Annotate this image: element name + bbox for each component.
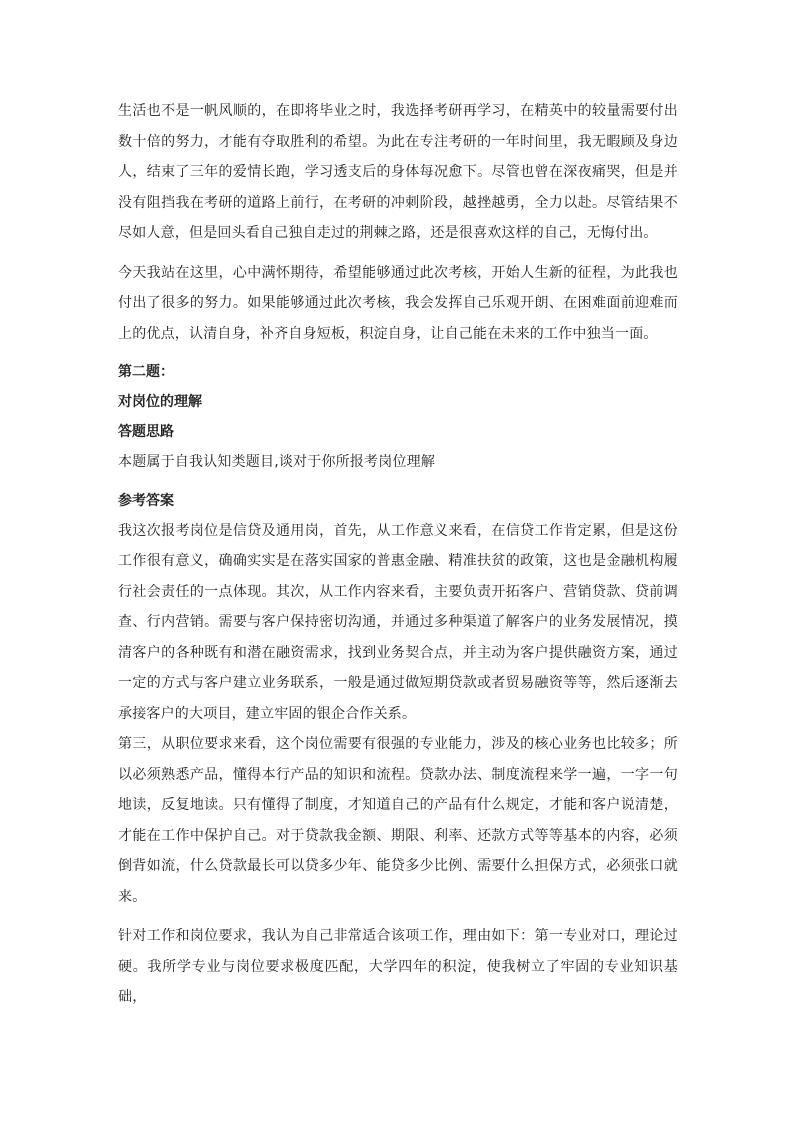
paragraph-1: 生活也不是一帆风顺的，在即将毕业之时，我选择考研再学习，在精英中的较量需要付出数十倍的努力，才能有夺取胜利的希望。为此在专注考研的一年时间里，我无暇顾及身边人，结束了三年的爱情长跑，学习透支后的身体每况愈下。尽管也曾在深夜痛哭，但是并没有阻挡我在考研的道路上前行，在考研的冲刺阶段，越挫越勇，全力以赴。尽管结果不尽如人意，但是回头看自己独自走过的荆棘之路，还是很喜欢这样的自己，无悔付出。 bbox=[118, 103, 678, 241]
paragraph-2: 今天我站在这里，心中满怀期待，希望能够通过此次考核，开始人生新的征程，为此我也付出了很多的努力。如果能够通过此次考核，我会发挥自己乐观开朗、在困难面前迎难而上的优点，认清自身，补齐自身短板，积淀自身，让自己能在未来的工作中独当一面。 bbox=[118, 264, 678, 342]
paragraph-5: 针对工作和岗位要求，我认为自己非常适合该项工作，理由如下：第一专业对口，理论过硬。我所学专业与岗位要求极度匹配，大学四年的积淀，使我树立了牢固的专业知识基础， bbox=[118, 928, 678, 1005]
question-heading: 第二题： bbox=[118, 364, 174, 380]
document-page bbox=[118, 96, 678, 1013]
approach-text: 本题属于自我认知类题目,谈对于你所报考岗位理解 bbox=[118, 454, 436, 470]
approach-heading: 答题思路 bbox=[118, 424, 174, 440]
paragraph-3: 我这次报考岗位是信贷及通用岗，首先，从工作意义来看，在信贷工作肯定累，但是这份工作很有意义，确确实实是在落实国家的普惠金融、精准扶贫的政策，这也是金融机构履行社会责任的一点体现。其次，从工作内容来看，主要负责开拓客户、营销贷款、贷前调查、行内营销。需要与客户保持密切沟通，并通过多种渠道了解客户的业务发展情况，摸清客户的各种既有和潜在融资需求，找到业务契合点，并主动为客户提供融资方案，通过一定的方式与客户建立业务联系，一般是通过做短期贷款或者贸易融资等等，然后逐渐去承接客户的大项目，建立牢固的银企合作关系。 bbox=[118, 522, 678, 722]
topic-heading: 对岗位的理解 bbox=[118, 394, 202, 410]
answer-heading: 参考答案 bbox=[118, 492, 174, 509]
paragraph-4: 第三，从职位要求来看，这个岗位需要有很强的专业能力，涉及的核心业务也比较多；所以必须熟悉产品，懂得本行产品的知识和流程。贷款办法、制度流程来学一遍，一字一句地读，反复地读。只有懂得了制度，才知道自己的产品有什么规定，才能和客户说清楚，才能在工作中保护自己。对于贷款我金额、期限、利率、还款方式等等基本的内容，必须倒背如流，什么贷款最长可以贷多少年、能贷多少比例、需要什么担保方式，必须张口就来。 bbox=[118, 736, 678, 905]
